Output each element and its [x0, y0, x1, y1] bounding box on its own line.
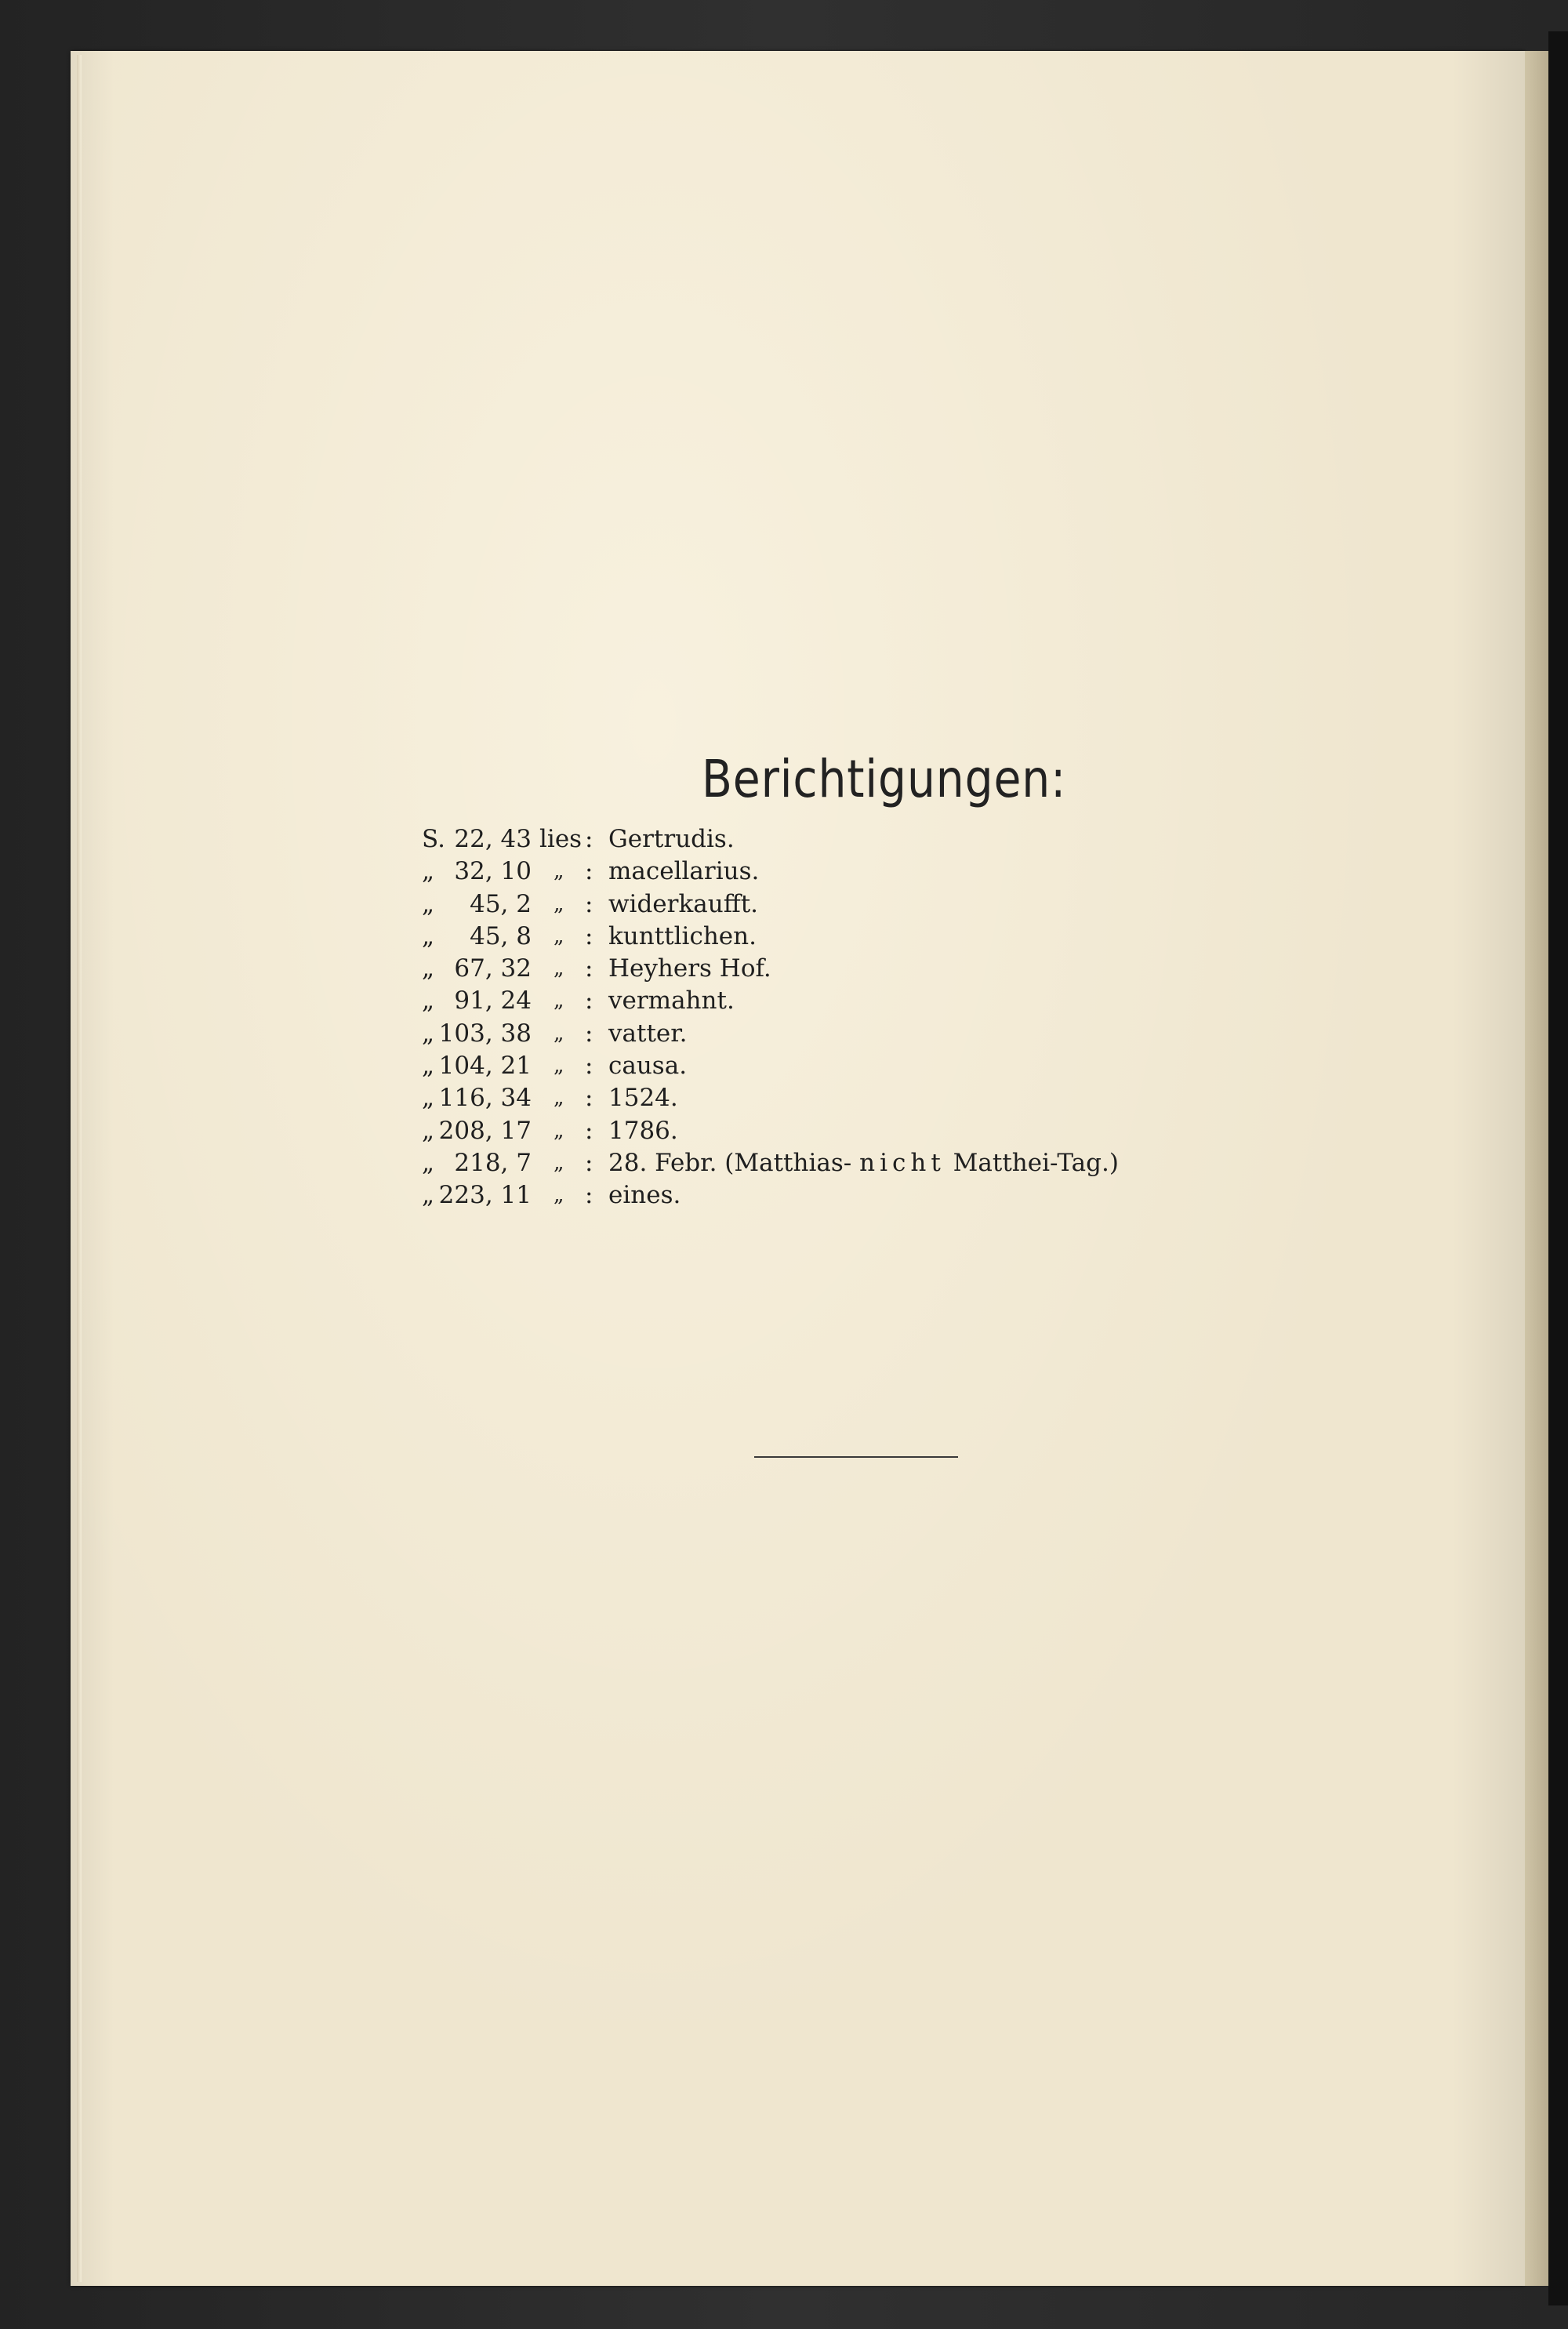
entry-reference: 104, 21 [438, 1052, 532, 1081]
entry-correction [608, 1018, 688, 1050]
ditto-mark: „ [554, 859, 564, 884]
correction-text: widerkaufft. [608, 889, 759, 918]
ditto-mark: „ [554, 1021, 564, 1045]
correction-text: kunttlichen. [608, 921, 757, 950]
spaced-emphasis: nicht [859, 1148, 946, 1177]
entry-colon: : [585, 1019, 593, 1048]
correction-text: eines. [608, 1181, 681, 1210]
entry-reference: 67, 32 [454, 954, 532, 983]
entry-reference: 218, 7 [454, 1148, 532, 1177]
entry-colon: : [585, 921, 593, 950]
correction-text: 28. Febr. (Matthias- [608, 1148, 860, 1177]
entry-correction [608, 1050, 687, 1082]
lies-label: lies [539, 825, 583, 853]
book-cover-edge [1525, 51, 1548, 2286]
entry-prefix: S. [422, 825, 445, 853]
ditto-mark: „ [554, 1150, 564, 1175]
ditto-mark: „ [554, 1086, 564, 1110]
entry-reference: 103, 38 [438, 1019, 532, 1048]
entry-colon: : [585, 986, 593, 1016]
entry-correction [608, 985, 735, 1017]
ditto-mark: „ [554, 892, 564, 916]
entry-prefix: „ [422, 1084, 435, 1113]
ditto-mark: „ [554, 1118, 564, 1143]
entry-prefix: „ [422, 1052, 435, 1081]
entry-colon: : [585, 1052, 593, 1081]
page-gutter-edge [77, 55, 82, 2282]
ditto-mark: „ [554, 957, 564, 981]
entry-prefix: „ [422, 986, 435, 1016]
entry-correction [608, 1115, 678, 1147]
entry-colon: : [585, 857, 593, 886]
entry-colon: : [585, 825, 593, 853]
entry-prefix: „ [422, 954, 435, 983]
entry-reference: 91, 24 [454, 986, 532, 1016]
entry-prefix: „ [422, 889, 435, 918]
entry-correction [608, 1147, 1119, 1179]
entry-prefix: „ [422, 1019, 435, 1048]
entry-colon: : [585, 889, 593, 918]
correction-text: vermahnt. [608, 986, 735, 1016]
section-divider [754, 1456, 958, 1458]
entry-correction [608, 953, 771, 985]
correction-text: 1524. [608, 1084, 678, 1113]
correction-text: Heyhers Hof. [608, 954, 771, 983]
entry-prefix: „ [422, 1116, 435, 1145]
correction-text: 1786. [608, 1116, 678, 1145]
correction-text: Gertrudis. [608, 825, 735, 853]
entry-colon: : [585, 1084, 593, 1113]
scan-border-strip [1548, 31, 1568, 2305]
entry-reference: 223, 11 [438, 1181, 532, 1210]
entry-correction [608, 921, 757, 953]
entry-correction [608, 856, 759, 888]
correction-tail: Matthei-Tag.) [945, 1148, 1119, 1177]
ditto-mark: „ [554, 1054, 564, 1078]
entry-reference: 45, 2 [470, 889, 532, 918]
entry-colon: : [585, 1116, 593, 1145]
ditto-mark: „ [554, 989, 564, 1013]
entry-correction [608, 823, 735, 856]
entry-prefix: „ [422, 1181, 435, 1210]
entry-correction [608, 888, 758, 921]
entry-colon: : [585, 1181, 593, 1210]
entry-colon: : [585, 1148, 593, 1177]
correction-text: vatter. [608, 1019, 688, 1048]
page-title: Berichtigungen: [702, 749, 1067, 809]
ditto-mark: „ [554, 924, 564, 948]
entry-reference: 45, 8 [470, 921, 532, 950]
entry-prefix: „ [422, 921, 435, 950]
entry-reference: 32, 10 [454, 857, 532, 886]
entry-colon: : [585, 954, 593, 983]
entry-prefix: „ [422, 1148, 435, 1177]
entry-correction [608, 1179, 681, 1212]
entry-correction [608, 1082, 678, 1114]
correction-text: macellarius. [608, 857, 760, 886]
ditto-mark: „ [554, 1183, 564, 1208]
entry-reference: 208, 17 [438, 1116, 532, 1145]
entry-prefix: „ [422, 857, 435, 886]
correction-text: causa. [608, 1052, 688, 1081]
entry-reference: 22, 43 [454, 825, 532, 853]
entry-reference: 116, 34 [438, 1084, 532, 1113]
